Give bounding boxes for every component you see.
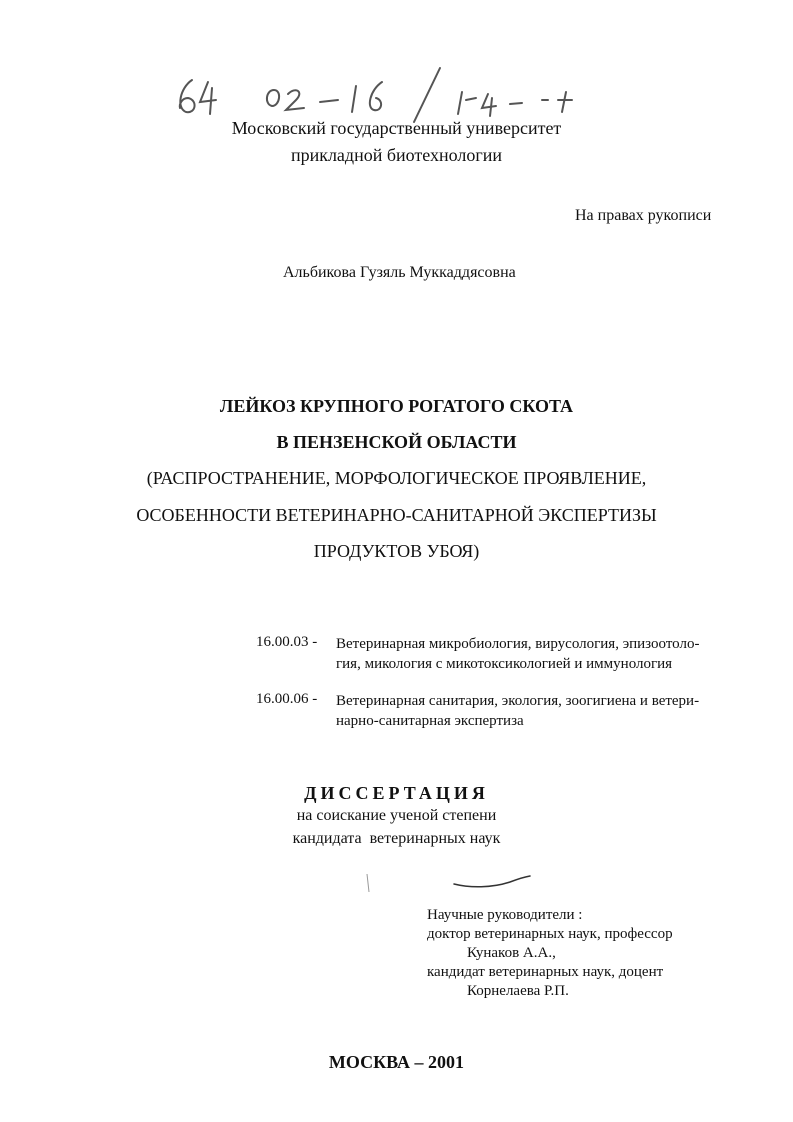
specialty-code: 16.00.06 -	[256, 691, 318, 707]
supervisor-name: Корнелаева Р.П.	[467, 983, 569, 999]
specialty-description	[336, 634, 736, 674]
signature	[440, 868, 540, 892]
supervisor-name: Кунаков А.А.,	[467, 945, 556, 961]
dissertation-degree-line2: кандидата ветеринарных наук	[292, 830, 501, 847]
supervisors-heading: Научные руководители :	[427, 907, 583, 923]
manuscript-rights: На правах рукописи	[575, 207, 712, 224]
supervisors-block	[427, 906, 673, 1001]
subtitle-line2: ОСОБЕННОСТИ ВЕТЕРИНАРНО-САНИТАРНОЙ ЭКСПЕРТИЗЫ	[136, 505, 657, 525]
specialty-line: гия, микология с микотоксикологией и иммунология	[336, 656, 673, 672]
university-name-line1: Московский государственный университет	[231, 118, 562, 138]
specialty-description	[336, 691, 736, 731]
specialty-line: нарно-санитарная экспертиза	[336, 713, 524, 729]
dissertation-heading: ДИССЕРТАЦИЯ	[304, 783, 489, 803]
title-line1: ЛЕЙКОЗ КРУПНОГО РОГАТОГО СКОТА	[219, 396, 574, 416]
scan-speck	[364, 872, 372, 894]
specialty-line: Ветеринарная санитария, экология, зоогигиена и ветери-	[336, 693, 700, 709]
specialty-code: 16.00.03 -	[256, 634, 318, 650]
supervisor-title: доктор ветеринарных наук, профессор	[427, 926, 673, 942]
university-name-line2: прикладной биотехнологии	[290, 145, 503, 165]
dissertation-degree-line1: на соискание ученой степени	[296, 807, 497, 824]
title-line2: В ПЕНЗЕНСКОЙ ОБЛАСТИ	[276, 432, 517, 452]
specialty-line: Ветеринарная микробиология, вирусология, эпизоотоло-	[336, 636, 700, 652]
subtitle-line1: (РАСПРОСТРАНЕНИЕ, МОРФОЛОГИЧЕСКОЕ ПРОЯВЛЕНИЕ,	[146, 468, 647, 488]
author-name: Альбикова Гузяль Муккаддясовна	[283, 264, 516, 281]
city-year: МОСКВА – 2001	[328, 1052, 465, 1072]
subtitle-line3: ПРОДУКТОВ УБОЯ)	[313, 541, 480, 561]
supervisor-title: кандидат ветеринарных наук, доцент	[427, 964, 664, 980]
